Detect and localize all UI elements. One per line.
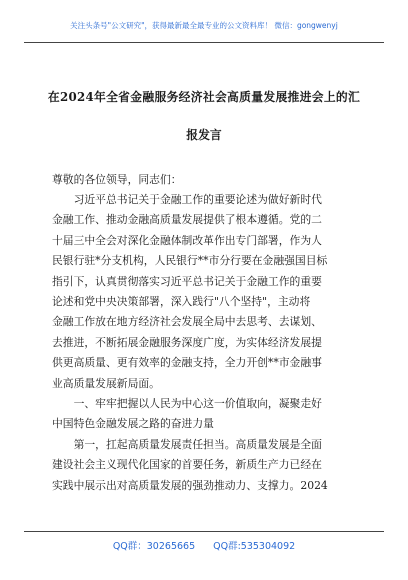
body-line: 论述和党中央决策部署，深入践行"八个坚持"，主动将 — [52, 295, 311, 309]
body-line: 金融工作放在地方经济社会发展全局中去思考、去谋划、 — [52, 315, 322, 329]
footer-qq-group-1: QQ群：30265665 — [112, 541, 196, 552]
body-line: 业高质量发展新局面。 — [52, 376, 160, 390]
body-line: 供更高质量、更有效率的金融支持，全力开创**市金融事 — [52, 356, 322, 370]
salutation-text: 尊敬的各位领导，同志们： — [52, 173, 182, 186]
body-line: 习近平总书记关于金融工作的重要论述为做好新时代 — [52, 193, 322, 206]
document-title-line-2: 报发言 — [186, 128, 222, 142]
page-header — [24, 14, 384, 43]
section-heading-line: 一、牢牢把握以人民为中心这一价值取向，凝聚走好 — [52, 397, 322, 411]
body-line: 建设社会主义现代化国家的首要任务，新质生产力已经在 — [52, 458, 322, 472]
body-line: 去推进，不断拓展金融服务深度广度，为实体经济发展提 — [52, 335, 322, 349]
body-line: 指引下，认真贯彻落实习近平总书记关于金融工作的重要 — [52, 274, 322, 288]
salutation — [52, 170, 358, 190]
body-line: 十届三中全会对深化金融体制改革作出专门部署，作为人 — [52, 233, 322, 247]
footer-contact — [24, 538, 384, 552]
document-body — [52, 190, 358, 496]
body-line: 金融工作、推动金融高质量发展提供了根本遵循。党的二 — [52, 213, 322, 227]
body-line: 民银行驻*分支机构，人民银行**市分行要在金融强国目标 — [52, 254, 328, 268]
page-footer — [24, 531, 384, 562]
header-promo-text: 关注头条号"公文研究"，获得最新最全最专业的公文资料库！ 微信：gongwenyj — [70, 21, 338, 30]
body-line: 实践中展示出对高质量发展的强劲推动力、支撑力。2024 — [52, 478, 328, 492]
section-heading-line: 中国特色金融发展之路的奋进力量 — [52, 417, 214, 431]
document-title-line-1: 在2024年全省金融服务经济社会高质量发展推进会上的汇 — [47, 90, 361, 104]
footer-qq-group-2: QQ群:535304092 — [213, 541, 296, 552]
body-line: 第一，扛起高质量发展责任担当。高质量发展是全面 — [52, 437, 322, 451]
